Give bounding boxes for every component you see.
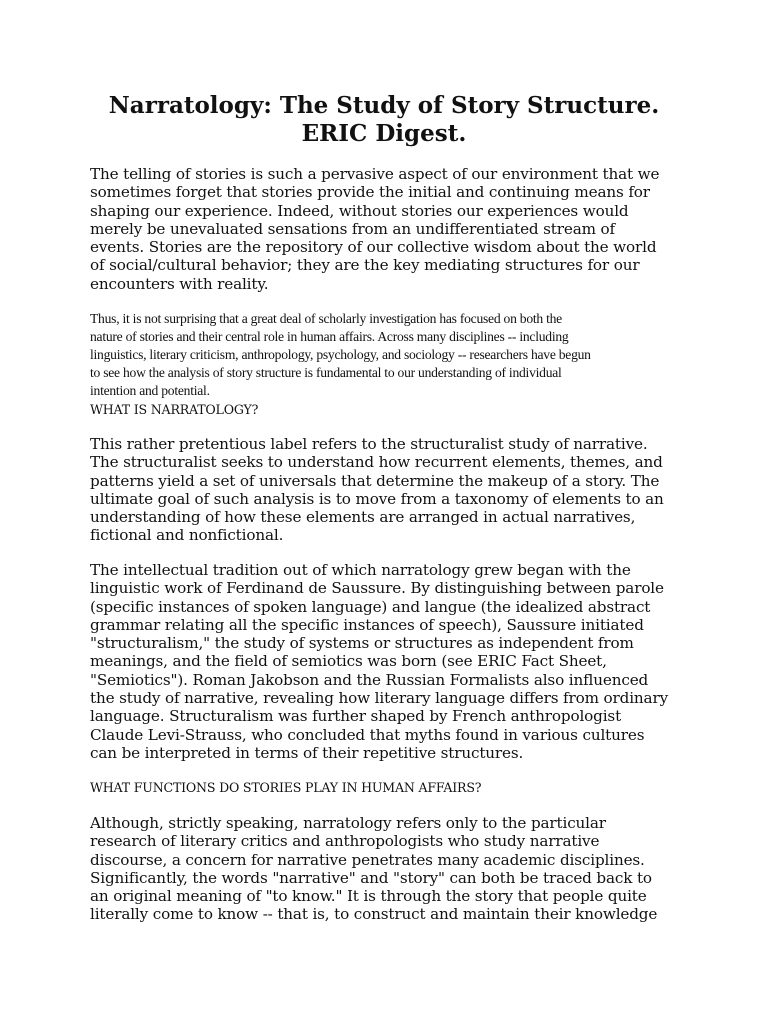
- paragraph-definition: [90, 435, 680, 545]
- text-line: fictional and nonfictional.: [90, 526, 284, 545]
- document-title: [60, 92, 708, 148]
- text-line: Significantly, the words "narrative" and "story" can both be traced back to: [90, 868, 652, 887]
- text-line: language. Structuralism was further shaped by French anthropologist: [90, 707, 622, 726]
- text-line: linguistic work of Ferdinand de Saussure. By distinguishing between parole: [90, 579, 664, 598]
- text-line: events. Stories are the repository of our collective wisdom about the world: [90, 238, 657, 257]
- paragraph-tradition: [90, 561, 680, 762]
- text-line: shaping our experience. Indeed, without stories our experiences would: [90, 201, 629, 220]
- title-line: Narratology: The Study of Story Structure.: [108, 92, 660, 119]
- text-line: meanings, and the field of semiotics was born (see ERIC Fact Sheet,: [90, 652, 607, 671]
- text-line: an original meaning of "to know." It is through the story that people quite: [90, 887, 647, 906]
- text-line: understanding of how these elements are arranged in actual narratives,: [90, 508, 636, 527]
- text-line: The telling of stories is such a pervasive aspect of our environment that we: [90, 165, 660, 183]
- text-line: Although, strictly speaking, narratology refers only to the particular: [90, 814, 606, 832]
- text-line: literally come to know -- that is, to construct and maintain their knowledge: [90, 905, 658, 924]
- text-line: encounters with reality.: [90, 274, 269, 293]
- text-line: The structuralist seeks to understand how recurrent elements, themes, and: [90, 453, 663, 472]
- text-line: merely be unevaluated sensations from an undifferentiated stream of: [90, 219, 615, 238]
- text-line: the study of narrative, revealing how literary language differs from ordinary: [90, 689, 668, 708]
- paragraph-scholarly: [90, 310, 680, 400]
- section-heading-narratology: WHAT IS NARRATOLOGY?: [90, 402, 259, 417]
- text-line: nature of stories and their central role in human affairs. Across many disciplines -- including: [90, 329, 569, 344]
- section-heading-functions: WHAT FUNCTIONS DO STORIES PLAY IN HUMAN AFFAIRS?: [90, 780, 482, 795]
- text-line: The intellectual tradition out of which narratology grew began with the: [90, 561, 631, 579]
- text-line: linguistics, literary criticism, anthropology, psychology, and sociology -- researchers have begun: [90, 347, 591, 362]
- text-line: discourse, a concern for narrative penetrates many academic disciplines.: [90, 850, 645, 869]
- paragraph-intro: [90, 165, 680, 293]
- text-line: grammar relating all the specific instances of speech), Saussure initiated: [90, 615, 644, 634]
- text-line: This rather pretentious label refers to the structuralist study of narrative.: [90, 435, 648, 453]
- text-line: intention and potential.: [90, 383, 210, 398]
- text-line: sometimes forget that stories provide the initial and continuing means for: [90, 183, 650, 202]
- title-line: ERIC Digest.: [301, 120, 467, 147]
- text-line: can be interpreted in terms of their repetitive structures.: [90, 743, 524, 762]
- text-line: "Semiotics"). Roman Jakobson and the Russian Formalists also influenced: [90, 670, 649, 689]
- text-line: "structuralism," the study of systems or structures as independent from: [90, 634, 634, 653]
- text-line: ultimate goal of such analysis is to move from a taxonomy of elements to an: [90, 489, 664, 508]
- text-line: Claude Levi-Strauss, who concluded that myths found in various cultures: [90, 725, 645, 744]
- paragraph-functions: [90, 814, 680, 924]
- text-line: research of literary critics and anthropologists who study narrative: [90, 832, 600, 851]
- text-line: to see how the analysis of story structure is fundamental to our understanding of individual: [90, 365, 562, 380]
- text-line: patterns yield a set of universals that determine the makeup of a story. The: [90, 471, 660, 490]
- text-line: Thus, it is not surprising that a great deal of scholarly investigation has focused on both the: [90, 311, 562, 326]
- text-line: of social/cultural behavior; they are the key mediating structures for our: [90, 256, 640, 275]
- text-line: (specific instances of spoken language) and langue (the idealized abstract: [90, 597, 651, 616]
